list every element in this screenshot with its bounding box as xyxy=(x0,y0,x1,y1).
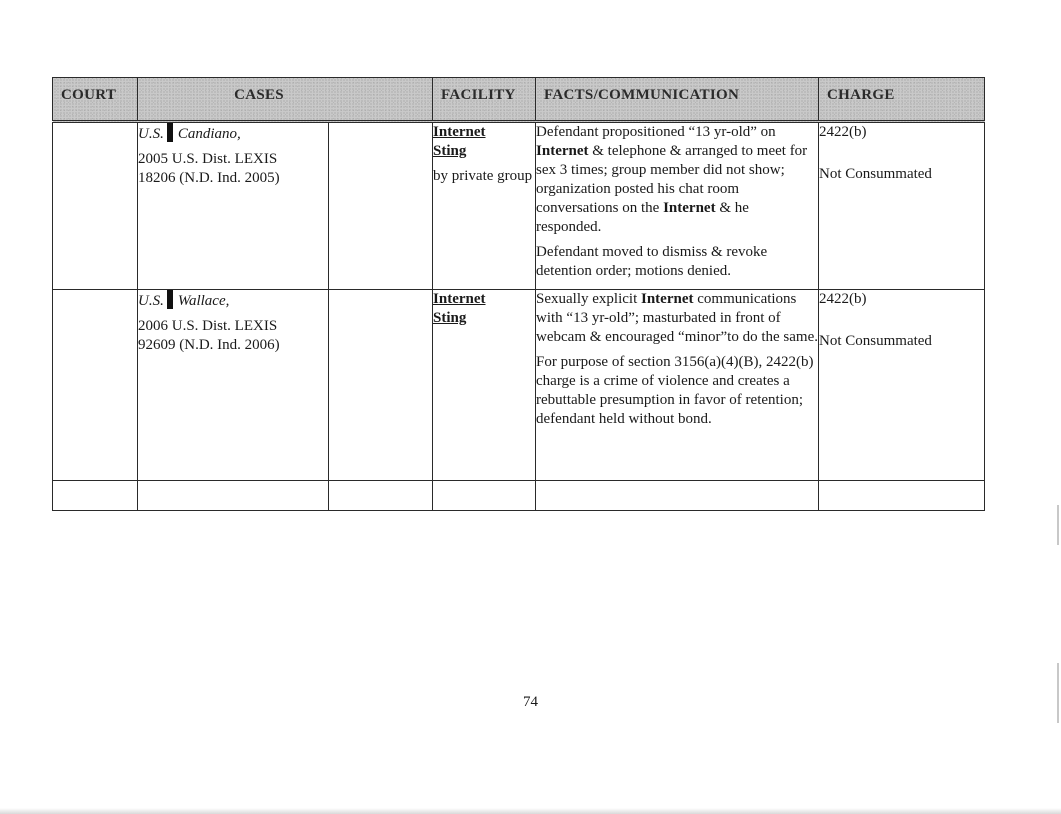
facility-title: Sting xyxy=(433,143,467,159)
facility-title: Internet xyxy=(433,124,486,140)
charge-code: 2422(b) xyxy=(819,124,867,140)
header-cases: CASES xyxy=(138,78,433,122)
case-cell xyxy=(138,290,329,481)
case-citation: 2006 U.S. Dist. LEXIS xyxy=(138,318,278,334)
facts-paragraph: Defendant moved to dismiss & revoke detention order; motions denied. xyxy=(536,244,768,279)
blank-cell xyxy=(329,290,433,481)
case-citation: 18206 (N.D. Ind. 2005) xyxy=(138,170,280,186)
page-edge-shadow xyxy=(0,808,1061,814)
redaction-bar xyxy=(167,123,173,142)
scan-edge-mark xyxy=(1057,663,1059,723)
scan-edge-mark xyxy=(1057,505,1059,545)
header-charge: CHARGE xyxy=(819,78,985,122)
facility-title: Internet xyxy=(433,291,486,307)
facts-cell xyxy=(536,122,819,290)
case-citation: 2005 U.S. Dist. LEXIS xyxy=(138,151,278,167)
charge-cell xyxy=(819,122,985,290)
case-table xyxy=(52,77,985,511)
case-prefix: U.S. xyxy=(138,293,164,309)
table-row xyxy=(53,290,985,481)
case-cell xyxy=(138,122,329,290)
case-party: Candiano, xyxy=(177,126,241,142)
blank-cell xyxy=(329,122,433,290)
table-row xyxy=(53,122,985,290)
header-court: COURT xyxy=(53,78,138,122)
redaction-bar xyxy=(167,290,173,309)
table-header-row xyxy=(53,78,985,122)
facts-cell xyxy=(536,290,819,481)
charge-cell xyxy=(819,290,985,481)
facts-paragraph: Defendant propositioned “13 yr-old” on Internet & telephone & arranged to meet for sex 3 times; group member did not show; organization posted his chat room conversations on the Internet & he responded. xyxy=(536,124,808,235)
facility-cell xyxy=(433,290,536,481)
facts-paragraph: For purpose of section 3156(a)(4)(B), 2422(b) charge is a crime of violence and creates a rebuttable presumption in favor of retention; defendant held without bond. xyxy=(536,354,814,427)
facility-subtitle: by private group xyxy=(433,168,533,184)
table-row-empty xyxy=(53,481,985,511)
charge-status: Not Consummated xyxy=(819,333,932,349)
charge-code: 2422(b) xyxy=(819,291,867,307)
court-cell xyxy=(53,290,138,481)
facility-cell xyxy=(433,122,536,290)
facility-title: Sting xyxy=(433,310,467,326)
facts-paragraph: Sexually explicit Internet communications with “13 yr-old”; masturbated in front of webcam & encouraged “minor”to do the same. xyxy=(536,291,818,345)
header-facility: FACILITY xyxy=(433,78,536,122)
case-citation: 92609 (N.D. Ind. 2006) xyxy=(138,337,280,353)
court-cell xyxy=(53,122,138,290)
case-prefix: U.S. xyxy=(138,126,164,142)
page-number: 74 xyxy=(523,694,538,710)
header-facts: FACTS/COMMUNICATION xyxy=(536,78,819,122)
charge-status: Not Consummated xyxy=(819,166,932,182)
case-party: Wallace, xyxy=(177,293,230,309)
